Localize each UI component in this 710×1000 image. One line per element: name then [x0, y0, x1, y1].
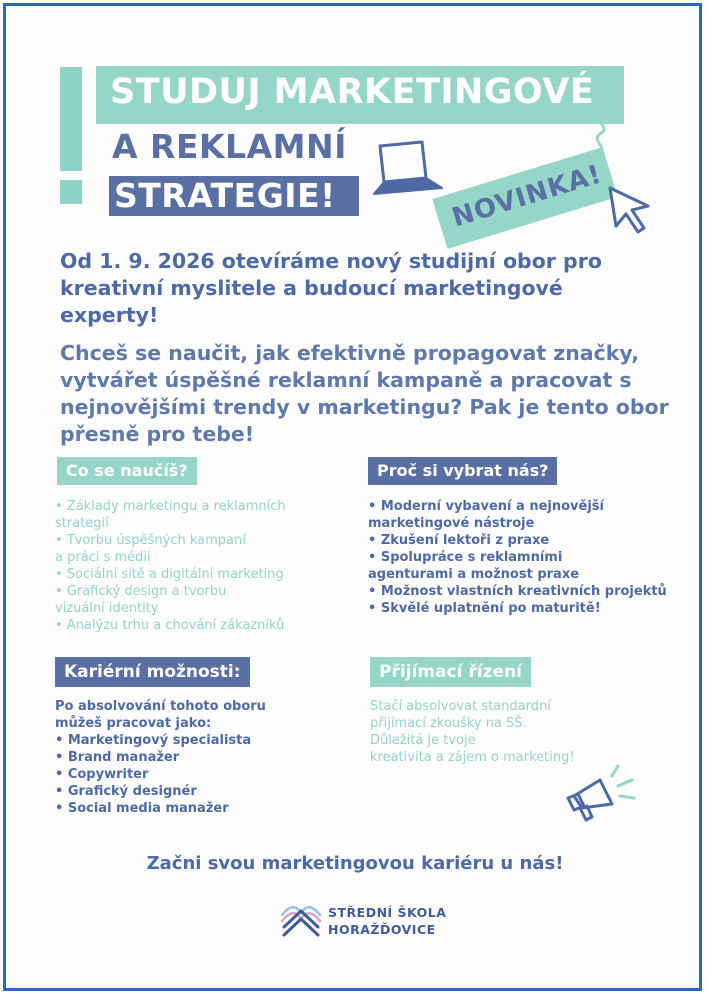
list-item: • Social media manažer: [55, 801, 229, 816]
intro-bold-text: Od 1. 9. 2026 otevíráme nový studijní obor pro kreativní myslitele a budoucí marketingové experty!: [60, 249, 602, 327]
call-to-action: Začni svou marketingovou kariéru u nás!: [146, 853, 564, 874]
cursor-arrow-icon: [604, 184, 656, 236]
list-item: • Spolupráce s reklamními: [368, 550, 563, 565]
list-item: • Sociální sítě a digitální marketing: [55, 567, 284, 582]
list-item: strategií: [55, 516, 109, 531]
list-item: vizuální identity: [55, 601, 159, 616]
list-item: • Grafický designér: [55, 784, 197, 799]
learn-list: [55, 498, 286, 634]
list-item: • Copywriter: [55, 767, 149, 782]
career-heading: Kariérní možnosti:: [55, 657, 250, 687]
title-line-3: STRATEGIE!: [114, 176, 336, 215]
title-line-1: STUDUJ MARKETINGOVÉ: [110, 72, 595, 112]
title-line-2: A REKLAMNÍ: [112, 127, 347, 166]
novinka-label: NOVINKA!: [448, 159, 606, 234]
admission-text: Stačí absolvovat standardní přijímací zkoušky na SŠ. Důležitá je tvoje kreativita a zájem o marketing!: [370, 699, 575, 765]
exclamation-dot: [60, 180, 82, 204]
exclamation-bar: [60, 67, 82, 171]
admission-heading: Přijímací řízení: [370, 657, 531, 687]
list-item: • Tvorbu úspěšných kampaní: [55, 533, 246, 548]
why-heading: Proč si vybrat nás?: [368, 457, 557, 485]
list-item: • Zkušení lektoři z praxe: [368, 533, 550, 548]
career-list: [55, 732, 251, 817]
list-item: marketingové nástroje: [368, 516, 535, 531]
school-logo-icon: [280, 899, 322, 939]
career-intro: Po absolvování tohoto oboru můžeš pracovat jako:: [55, 699, 266, 731]
list-item: a práci s médii: [55, 550, 151, 565]
intro-question-text: Chceš se naučit, jak efektivně propagovat značky, vytvářet úspěšné reklamní kampaně a pracovat s nejnovějšími trendy v marketingu? Pak je tento obor přesně pro tebe!: [60, 341, 669, 446]
list-item: • Moderní vybavení a nejnovější: [368, 499, 604, 514]
list-item: • Analýzu trhu a chování zákazníků: [55, 618, 285, 633]
list-item: • Brand manažer: [55, 750, 180, 765]
list-item: • Možnost vlastních kreativních projektů: [368, 584, 667, 599]
list-item: agenturami a možnost praxe: [368, 567, 580, 582]
list-item: • Skvělé uplatnění po maturitě!: [368, 601, 601, 616]
laptop-icon: [366, 140, 444, 198]
megaphone-icon: [560, 762, 640, 824]
list-item: • Základy marketingu a reklamních: [55, 499, 286, 514]
why-list: [368, 498, 667, 617]
school-name: STŘEDNÍ ŠKOLA HORAŽĎOVICE: [328, 905, 447, 937]
list-item: • Grafický design a tvorbu: [55, 584, 227, 599]
list-item: • Marketingový specialista: [55, 733, 252, 748]
learn-heading: Co se naučíš?: [57, 457, 197, 485]
